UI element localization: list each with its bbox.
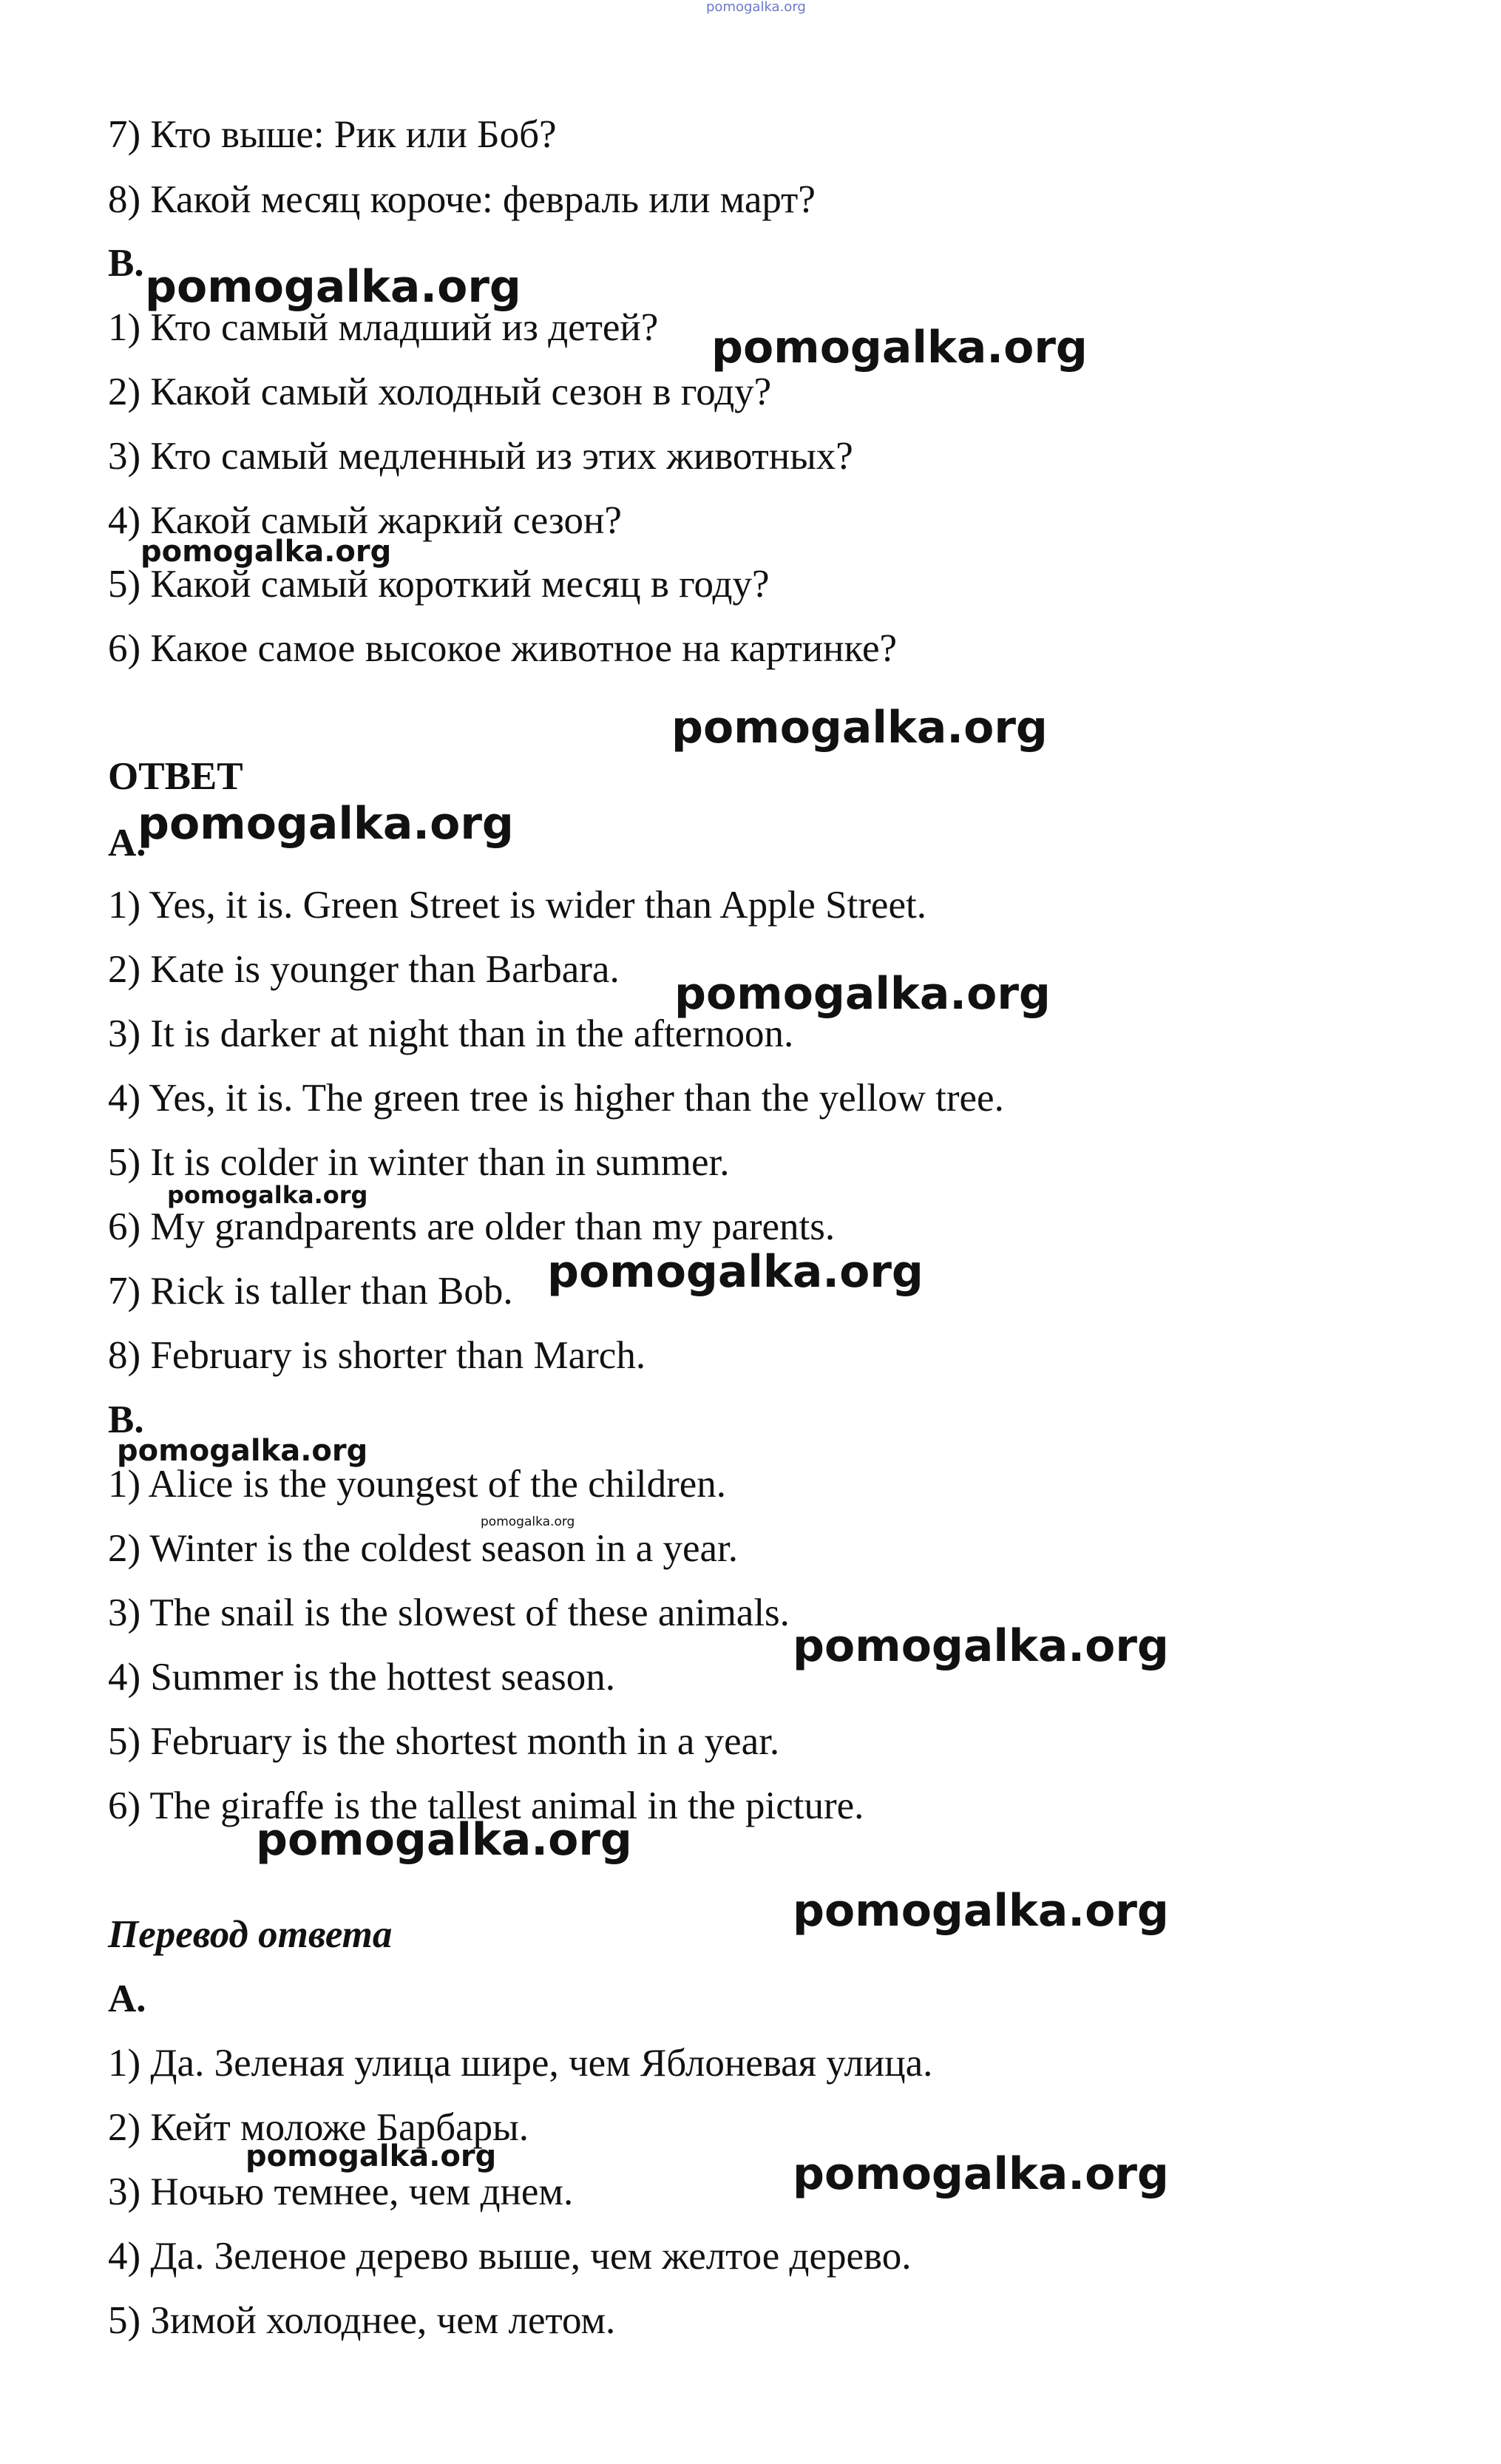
- site-mark: pomogalka.org: [706, 0, 806, 15]
- answer-a6: 6) My grandparents are older than my parents.: [108, 1205, 836, 1248]
- question-a8: 8) Какой месяц короче: февраль или март?: [108, 178, 816, 221]
- answer-section-a-label: A.: [108, 822, 146, 864]
- watermark: pomogalka.org: [711, 322, 1088, 373]
- watermark: pomogalka.org: [167, 1181, 368, 1209]
- translation-section-a-label: A.: [108, 1977, 146, 2020]
- translation-a2: 2) Кейт моложе Барбары.: [108, 2106, 529, 2149]
- section-b-label: B.: [108, 242, 144, 285]
- answer-a3: 3) It is darker at night than in the afternoon.: [108, 1012, 794, 1055]
- question-a7: 7) Кто выше: Рик или Боб?: [108, 113, 557, 156]
- watermark: pomogalka.org: [671, 702, 1048, 754]
- answer-b6: 6) The giraffe is the tallest animal in the picture.: [108, 1784, 864, 1827]
- translation-a1: 1) Да. Зеленая улица шире, чем Яблоневая улица.: [108, 2042, 933, 2085]
- answer-a8: 8) February is shorter than March.: [108, 1334, 646, 1377]
- watermark: pomogalka.org: [117, 1434, 368, 1468]
- watermark: pomogalka.org: [674, 968, 1051, 1020]
- answer-a4: 4) Yes, it is. The green tree is higher than the yellow tree.: [108, 1077, 1004, 1120]
- answer-b3: 3) The snail is the slowest of these animals.: [108, 1591, 790, 1634]
- translation-a5: 5) Зимой холоднее, чем летом.: [108, 2299, 616, 2342]
- answer-a5: 5) It is colder in winter than in summer.: [108, 1141, 730, 1184]
- answer-heading: ОТВЕТ: [108, 755, 243, 798]
- watermark: pomogalka.org: [140, 535, 392, 569]
- translation-a4: 4) Да. Зеленое дерево выше, чем желтое дерево.: [108, 2235, 912, 2278]
- question-b1: 1) Кто самый младший из детей?: [108, 306, 659, 349]
- answer-a2: 2) Kate is younger than Barbara.: [108, 948, 620, 991]
- answer-section-b-label: B.: [108, 1398, 144, 1441]
- answer-a7: 7) Rick is taller than Bob.: [108, 1270, 513, 1313]
- question-b3: 3) Кто самый медленный из этих животных?: [108, 435, 853, 478]
- answer-b4: 4) Summer is the hottest season.: [108, 1656, 615, 1699]
- answer-b1: 1) Alice is the youngest of the children.: [108, 1463, 727, 1506]
- watermark: pomogalka.org: [547, 1246, 924, 1298]
- watermark: pomogalka.org: [145, 261, 521, 313]
- answer-a1: 1) Yes, it is. Green Street is wider than Apple Street.: [108, 884, 926, 927]
- watermark: pomogalka.org: [138, 798, 514, 850]
- translation-heading: Перевод ответа: [108, 1913, 393, 1956]
- question-b5: 5) Какой самый короткий месяц в году?: [108, 563, 770, 606]
- answer-b2: 2) Winter is the coldest season in a year.: [108, 1527, 739, 1570]
- watermark: pomogalka.org: [245, 2139, 497, 2173]
- watermark: pomogalka.org: [256, 1814, 632, 1866]
- translation-a3: 3) Ночью темнее, чем днем.: [108, 2170, 574, 2213]
- watermark: pomogalka.org: [793, 1885, 1169, 1937]
- watermark: pomogalka.org: [793, 2148, 1169, 2200]
- answer-b5: 5) February is the shortest month in a year.: [108, 1720, 780, 1763]
- question-b2: 2) Какой самый холодный сезон в году?: [108, 370, 772, 413]
- watermark: pomogalka.org: [793, 1620, 1169, 1672]
- question-b4: 4) Какой самый жаркий сезон?: [108, 499, 622, 542]
- question-b6: 6) Какое самое высокое животное на картинке?: [108, 627, 898, 670]
- watermark: pomogalka.org: [481, 1514, 575, 1529]
